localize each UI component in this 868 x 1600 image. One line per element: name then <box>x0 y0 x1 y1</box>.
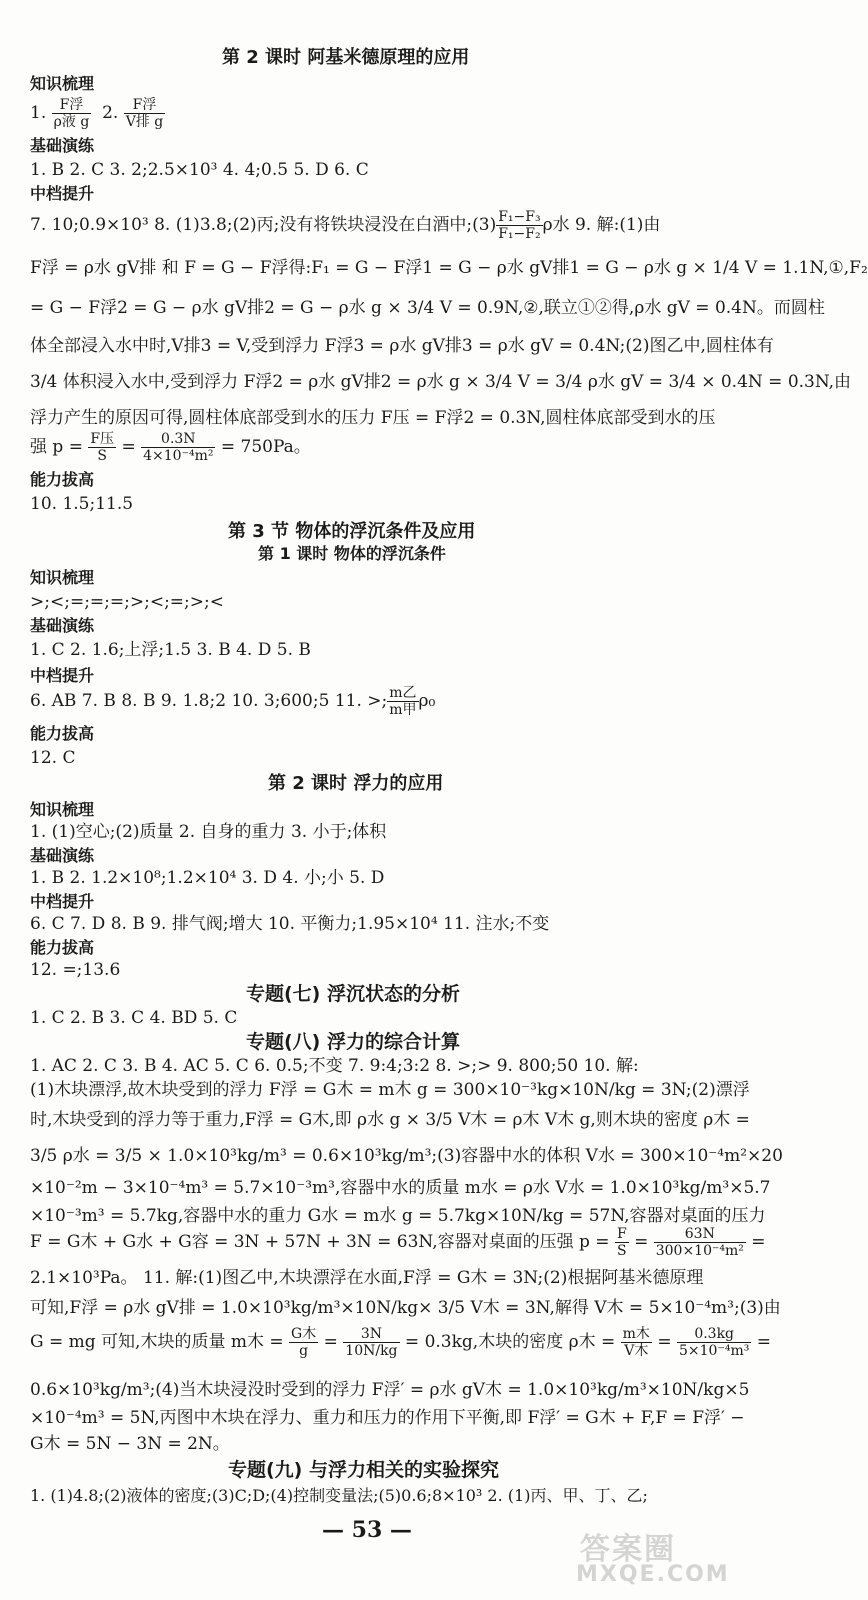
heading-knowledge: 知识梳理 <box>30 74 95 93</box>
heading-mid: 中档提升 <box>30 892 95 911</box>
topic-line: 2.1×10³Pa。 11. 解:(1)图乙中,木块漂浮在水面,F浮 = G木 = 3N;(2)根据阿基米德原理 <box>30 1268 704 1288</box>
fraction: $\frac{\text{F浮}}{\text{V排 g}}$ <box>125 97 164 130</box>
heading-ability: 能力拔高 <box>30 938 95 957</box>
topic-line: 可知,F浮 = ρ水 gV排 = 1.0×10³kg/m³×10N/kg× 3/5 V木 = 3N,解得 V木 = 5×10⁻⁴m³;(3)由 <box>30 1298 781 1318</box>
heading-basic: 基础演练 <box>30 136 95 155</box>
topic-answers: 1. C 2. B 3. C 4. BD 5. C <box>30 1008 238 1028</box>
watermark-logo: 答案圈 MXQE.COM <box>576 1532 730 1587</box>
knowledge-answers <box>30 96 165 130</box>
topic-line: ×10⁻³m³ = 5.7kg,容器中水的重力 G水 = m水 g = 5.7kg×10N/kg = 57N,容器对桌面的压力 <box>30 1206 766 1226</box>
mid-answers: 6. AB 7. B 8. B 9. 1.8;2 10. 3;600;5 11. >; $\frac{\text{m乙}}{\text{m甲}}$ ρ₀ <box>30 685 436 718</box>
mid-line: 3/4 体积浸入水中,受到浮力 F浮2 = ρ水 gV排2 = ρ水 g × 3/4 V = 3/4 ρ水 gV = 3/4 × 0.4N = 0.3N,由 <box>30 372 852 392</box>
heading-basic: 基础演练 <box>30 616 95 635</box>
heading-ability: 能力拔高 <box>30 470 95 489</box>
fraction: $\frac{\text{F₁−F₃}}{\text{F₁−F₂}}$ <box>498 209 541 242</box>
topic-line: 0.6×10³kg/m³;(4)当木块浸没时受到的浮力 F浮′ = ρ水 gV木 = 1.0×10³kg/m³×10N/kg×5 <box>30 1380 750 1400</box>
basic-answers: 1. C 2. 1.6;上浮;1.5 3. B 4. D 5. B <box>30 640 311 660</box>
basic-answers: 1. B 2. C 3. 2;2.5×10³ 4. 4;0.5 5. D 6. C <box>30 160 369 180</box>
item-number: 1. <box>30 103 47 123</box>
ability-answers: 10. 1.5;11.5 <box>30 494 134 514</box>
mid-line: 浮力产生的原因可得,圆柱体底部受到水的压力 F压 = F浮2 = 0.3N,圆柱体底部受到水的压 <box>30 408 716 428</box>
heading-knowledge: 知识梳理 <box>30 568 95 587</box>
topic-title: 专题(八) 浮力的综合计算 <box>246 1031 460 1053</box>
section-title: 第 3 节 物体的浮沉条件及应用 <box>228 521 476 542</box>
mid-line: F浮 = ρ水 gV排 和 F = G − F浮得:F₁ = G − F浮1 = G − ρ水 gV排1 = G − ρ水 g × 1/4 V = 1.1N,①,F₂ <box>30 258 868 278</box>
topic-line: 时,木块受到的浮力等于重力,F浮 = G木,即 ρ水 g × 3/5 V木 = ρ木 V木 g,则木块的密度 ρ木 = <box>30 1110 750 1130</box>
fraction: $\frac{0.3N}{\text{4×10⁻⁴m²}}$ <box>143 431 214 464</box>
topic-line: 3/5 ρ水 = 3/5 × 1.0×10³kg/m³ = 0.6×10³kg/m³;(3)容器中水的体积 V水 = 300×10⁻⁴m²×20 <box>30 1146 783 1166</box>
heading-mid: 中档提升 <box>30 666 95 685</box>
heading-ability: 能力拔高 <box>30 724 95 743</box>
fraction: $\frac{\text{m乙}}{\text{m甲}}$ <box>389 685 417 718</box>
topic-title: 专题(七) 浮沉状态的分析 <box>246 983 460 1005</box>
mid-line: 强 p = $\frac{\text{F压}}{S}$ = $\frac{0.3N}{\text{4×10⁻⁴m²}}$ = 750Pa。 <box>30 431 311 464</box>
topic-line: ×10⁻²m − 3×10⁻⁴m³ = 5.7×10⁻³m³,容器中水的质量 m水 = ρ水 V水 = 1.0×10³kg/m³×5.7 <box>30 1178 771 1198</box>
fraction: $\frac{F}{S}$ <box>616 1226 627 1259</box>
topic-line: ×10⁻⁴m³ = 5N,丙图中木块在浮力、重力和压力的作用下平衡,即 F浮′ = G木 + F,F = F浮′ − <box>30 1408 745 1428</box>
section-title: 第 2 课时 浮力的应用 <box>268 773 444 794</box>
heading-mid: 中档提升 <box>30 184 95 203</box>
fraction: $\frac{\text{m木}}{\text{V木}}$ <box>622 1326 650 1359</box>
topic-line: G木 = 5N − 3N = 2N。 <box>30 1434 230 1454</box>
fraction: $\frac{\text{G木}}{g}$ <box>291 1326 317 1359</box>
topic-answers: 1. (1)4.8;(2)液体的密度;(3)C;D;(4)控制变量法;(5)0.6;8×10³ 2. (1)丙、甲、丁、乙; <box>30 1486 648 1505</box>
mid-line: 7. 10;0.9×10³ 8. (1)3.8;(2)丙;没有将铁块浸没在白酒中;(3) $\frac{\text{F₁−F₃}}{\text{F₁−F₂}}$ ρ水 9. 解:(1)由 <box>30 209 661 242</box>
fraction: $\frac{\text{F压}}{S}$ <box>90 431 115 464</box>
section-title: 第 2 课时 阿基米德原理的应用 <box>222 47 470 68</box>
heading-knowledge: 知识梳理 <box>30 800 95 819</box>
mid-line: = G − F浮2 = G − ρ水 gV排2 = G − ρ水 g × 3/4 V = 0.9N,②,联立①②得,ρ水 gV = 0.4N。而圆柱 <box>30 298 825 318</box>
ability-answers: 12. =;13.6 <box>30 960 121 980</box>
fraction: $\frac{3N}{10N/kg}$ <box>345 1326 398 1359</box>
fraction: $\frac{\text{F浮}}{\text{ρ液 g}}$ <box>53 97 90 130</box>
knowledge-answers: 1. (1)空心;(2)质量 2. 自身的重力 3. 小于;体积 <box>30 822 387 842</box>
basic-answers: 1. B 2. 1.2×10⁸;1.2×10⁴ 3. D 4. 小;小 5. D <box>30 868 385 888</box>
fraction: $\frac{0.3kg}{\text{5×10⁻⁴m³}}$ <box>679 1326 750 1359</box>
knowledge-answers: >;<;=;=;=;>;<;=;>;< <box>30 592 224 612</box>
topic-line: (1)木块漂浮,故木块受到的浮力 F浮 = G木 = m木 g = 300×10⁻³kg×10N/kg = 3N;(2)漂浮 <box>30 1080 750 1100</box>
topic-line: F = G木 + G水 + G容 = 3N + 57N + 3N = 63N,容器对桌面的压强 p = $\frac{F}{S}$ = $\frac{63N}{\text{300×10⁻⁴m²}}$ = <box>30 1226 766 1259</box>
topic-line: 1. AC 2. C 3. B 4. AC 5. C 6. 0.5;不变 7. 9:4;3:2 8. >;> 9. 800;50 10. 解: <box>30 1056 639 1076</box>
heading-basic: 基础演练 <box>30 846 95 865</box>
item-number: 2. <box>102 103 119 123</box>
page-number: — 53 — <box>322 1517 412 1543</box>
mid-answers: 6. C 7. D 8. B 9. 排气阀;增大 10. 平衡力;1.95×10⁴ 11. 注水;不变 <box>30 914 550 934</box>
topic-title: 专题(九) 与浮力相关的实验探究 <box>228 1459 499 1481</box>
ability-answers: 12. C <box>30 748 76 768</box>
topic-line: G = mg 可知,木块的质量 m木 = $\frac{\text{G木}}{g}$ = $\frac{3N}{10N/kg}$ = 0.3kg,木块的密度 ρ木 = $\frac{\text{m木}}{\text{V木}}$ = $\frac{0.3kg}{\text{5×10⁻⁴m³}}$ = <box>30 1326 771 1359</box>
mid-line: 体全部浸入水中时,V排3 = V,受到浮力 F浮3 = ρ水 gV排3 = ρ水 gV = 0.4N;(2)图乙中,圆柱体有 <box>30 336 774 356</box>
section-subtitle: 第 1 课时 物体的浮沉条件 <box>258 544 446 563</box>
fraction: $\frac{63N}{\text{300×10⁻⁴m²}}$ <box>655 1226 744 1259</box>
